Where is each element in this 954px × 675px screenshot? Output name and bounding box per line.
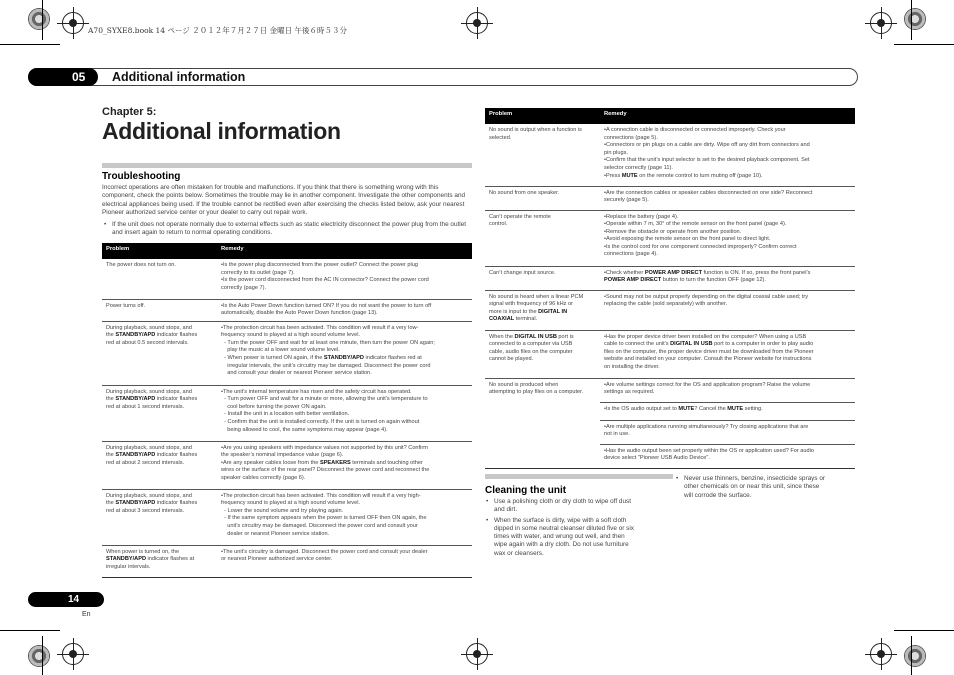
table-row: [102, 321, 472, 385]
chapter-label: Chapter 5:: [102, 106, 157, 118]
text-line: When power is turned on, the: [106, 548, 180, 555]
text-line: device select "Pioneer USB Audio Device".: [604, 455, 710, 462]
text-line: POWER AMP DIRECT button to turn the function OFF (page 12).: [604, 277, 766, 284]
text-line: No sound is produced when: [489, 381, 559, 388]
text-line: •The unit’s internal temperature has risen and the safety circuit has operated.: [221, 388, 412, 395]
section-rule: [102, 163, 472, 168]
text-line: •Sound may not be output properly depending on the digital coaxial cable used; try: [604, 293, 809, 300]
header-section-title: Additional information: [112, 70, 246, 84]
text-line: red at about 1 second intervals.: [106, 403, 185, 410]
text-line: wax or cleansers.: [494, 549, 544, 557]
remedy-cell: [600, 420, 855, 444]
text-line: replacing the cable (sold separately) with another.: [604, 301, 728, 308]
text-line: •Has the audio output been set properly within the OS or application used? For audio: [604, 447, 814, 454]
text-line: correctly to its outlet (page 7).: [221, 269, 295, 276]
remedy-cell: [600, 124, 855, 186]
table-row: [102, 545, 472, 577]
table-row: [102, 441, 472, 489]
text-line: •The protection circuit has been activated. This condition will result if a very low-: [221, 324, 419, 331]
text-line: connections (page 5).: [604, 134, 658, 141]
cleaning-list-right: [676, 475, 859, 502]
problem-cell: [485, 420, 600, 444]
remedy-cell: [217, 545, 472, 577]
text-line: - Install the unit in a location with better ventilation.: [221, 411, 350, 418]
table-row: [485, 420, 855, 444]
page-number: 14: [28, 592, 104, 607]
text-line: or nearest Pioneer authorized service center.: [221, 556, 333, 563]
registration-disc-top-right: [904, 8, 926, 30]
text-line: securely (page 5).: [604, 197, 649, 204]
table-header-remedy: Remedy: [600, 108, 855, 124]
text-line: cannot be played.: [489, 356, 534, 363]
list-item: [486, 516, 674, 558]
text-line: speaker cables correctly (page 6).: [221, 475, 306, 482]
text-line: and consult your dealer or nearest Pioneer service station.: [221, 370, 372, 377]
remedy-cell: [600, 290, 855, 330]
text-line: - Turn the power OFF and wait for at least one minute, then turn the power ON again;: [221, 339, 435, 346]
problem-cell: [485, 402, 600, 420]
remedy-cell: [217, 441, 472, 489]
table-row: [485, 402, 855, 420]
text-line: pin plugs.: [604, 149, 628, 156]
crop-line: [42, 0, 43, 40]
text-line: more is input to the DIGITAL IN: [489, 308, 568, 315]
text-line: •Check whether POWER AMP DIRECT function is ON. If so, press the front panel’s: [604, 269, 811, 276]
problem-cell: [102, 385, 217, 441]
problem-cell: [485, 266, 600, 290]
text-line: The power does not turn on.: [106, 262, 176, 268]
text-line: frequency sound is played at a high sound volume level.: [221, 332, 360, 339]
text-line: irregular intervals, the unit’s circuitry may be damaged. Disconnect the power cord: [221, 362, 431, 369]
crosshair-mark-top-center: [466, 12, 488, 34]
list-item: [676, 475, 859, 500]
text-line: •Operate within 7 m, 30° of the remote sensor on the front panel (page 4).: [604, 221, 787, 228]
crosshair-mark-top-left: [62, 12, 84, 34]
text-line: files on the computer, the proper device driver must be downloaded from the Pioneer: [604, 348, 814, 355]
text-line: •Is the OS audio output set to MUTE? Cancel the MUTE setting.: [604, 405, 763, 412]
table-row: [485, 444, 855, 468]
text-line: Power turns off.: [106, 302, 146, 309]
text-line: •Are any speaker cables loose from the SPEAKERS terminals and touching other: [221, 459, 423, 466]
text-line: dealer or nearest Pioneer service station.: [221, 530, 330, 537]
text-line: Can’t operate the remote: [489, 213, 551, 220]
table-row: [485, 290, 855, 330]
text-line: - If the same symptom appears when the power is turned OFF then ON again, the: [221, 515, 427, 522]
text-line: the STANDBY/APD indicator flashes: [106, 452, 198, 459]
problem-cell: [485, 124, 600, 186]
troubleshooting-intro: Incorrect operations are often mistaken for trouble and malfunctions. If you think that there is something wrong with this component, check the points below. Sometimes the trouble may lie in another component. Investigate the other components and electrical appliances being used. If the trouble cannot be rectified even after exercising the checks listed below, ask your nearest Pioneer authorized service center or your dealer to carry out repair work.: [102, 184, 466, 216]
text-line: times with water, and wrung out well, and then: [494, 533, 625, 541]
remedy-cell: [600, 266, 855, 290]
troubleshooting-table-continued: [485, 108, 855, 469]
text-line: •Replace the battery (page 4).: [604, 213, 679, 220]
text-line: •Avoid exposing the remote sensor on the front panel to direct light.: [604, 236, 771, 243]
text-line: attempting to play files on a computer.: [489, 389, 584, 396]
crosshair-mark-bottom-left: [62, 643, 84, 665]
text-line: wires or the surface of the rear panel? Disconnect the power cord and reconnect the: [221, 467, 430, 474]
text-line: When the surface is dirty, wipe with a soft cloth: [494, 516, 627, 524]
text-line: frequency sound is played at a high sound volume level.: [221, 500, 360, 507]
text-line: •Is the Auto Power Down function turned ON? If you do not want the power to turn off: [221, 302, 432, 309]
table-row: [102, 489, 472, 545]
table-row: [102, 299, 472, 321]
list-item: [486, 498, 674, 515]
text-line: signal with frequency of 96 kHz or: [489, 301, 573, 308]
text-line: •Are the connection cables or speaker cables disconnected on one side? Reconnect: [604, 189, 813, 196]
text-line: No sound from one speaker.: [489, 189, 560, 196]
table-row: [485, 124, 855, 186]
text-line: •Has the proper device driver been installed on the computer? When using a USB: [604, 333, 807, 340]
text-line: not in use.: [604, 431, 630, 438]
remedy-cell: [600, 402, 855, 420]
text-line: - Turn power OFF and wait for a minute or more, allowing the unit’s temperature to: [221, 396, 428, 403]
problem-cell: [485, 186, 600, 210]
crop-line: [0, 44, 60, 45]
text-line: Use a polishing cloth or dry cloth to wipe off dust: [494, 498, 631, 505]
text-line: control.: [489, 221, 508, 228]
bullet-icon: •: [676, 475, 679, 482]
text-line: •The unit’s circuitry is damaged. Disconnect the power cord and consult your dealer: [221, 548, 428, 555]
text-line: During playback, sound stops, and: [106, 388, 192, 395]
text-line: During playback, sound stops, and: [106, 324, 192, 331]
problem-cell: [102, 489, 217, 545]
page-title: Additional information: [102, 118, 341, 144]
problem-cell: [102, 299, 217, 321]
crosshair-mark-bottom-center: [466, 643, 488, 665]
problem-cell: [102, 545, 217, 577]
crop-line: [911, 0, 912, 40]
crosshair-mark-top-right: [870, 12, 892, 34]
text-line: •The protection circuit has been activated. This condition will result if a very high-: [221, 492, 421, 499]
text-line: STANDBY/APD indicator flashes at: [106, 556, 195, 563]
remedy-cell: [600, 186, 855, 210]
table-row: [485, 378, 855, 402]
text-line: connected to a computer via USB: [489, 341, 573, 348]
text-line: •Press MUTE on the remote control to turn muting off (page 10).: [604, 172, 763, 179]
text-line: When the DIGITAL IN USB port is: [489, 333, 574, 340]
remedy-cell: [600, 210, 855, 266]
text-line: •Are you using speakers with impedance values not supported by this unit? Confirm: [221, 444, 428, 451]
remedy-cell: [600, 330, 855, 378]
troubleshooting-heading: Troubleshooting: [102, 171, 181, 182]
text-line: - Confirm that the unit is installed correctly. If the unit is turned on again without: [221, 419, 420, 426]
bullet-icon: •: [486, 516, 489, 524]
table-row: [485, 186, 855, 210]
table-header-problem: Problem: [102, 243, 217, 259]
text-line: on installing the driver.: [604, 363, 660, 370]
text-line: •Is the power cord disconnected from the AC IN connector? Connect the power cord: [221, 277, 429, 284]
troubleshooting-table: [102, 243, 472, 578]
text-line: connections (page 4).: [604, 251, 658, 258]
problem-cell: [485, 210, 600, 266]
text-line: the STANDBY/APD indicator flashes: [106, 332, 198, 339]
text-line: unit’s circuitry may be damaged. Disconnect the power cord and consult your: [221, 523, 418, 530]
problem-cell: [485, 378, 600, 402]
remedy-cell: [600, 378, 855, 402]
text-line: automatically, disable the Auto Power Down function (page 13).: [221, 310, 378, 317]
table-row: [485, 210, 855, 266]
problem-cell: [485, 444, 600, 468]
text-line: red at about 3 second intervals.: [106, 507, 185, 514]
table-row: [102, 385, 472, 441]
problem-cell: [102, 321, 217, 385]
text-line: selected.: [489, 134, 512, 141]
remedy-cell: [217, 259, 472, 299]
text-line: play the music at a lower sound volume level.: [221, 347, 340, 354]
text-line: settings as required.: [604, 389, 655, 396]
text-line: During playback, sound stops, and: [106, 492, 192, 499]
problem-cell: [102, 259, 217, 299]
text-line: cool before turning the power ON again.: [221, 403, 327, 410]
table-header-remedy: Remedy: [217, 243, 472, 259]
text-line: •Remove the obstacle or operate from another position.: [604, 228, 742, 235]
bullet-icon: •: [486, 498, 489, 505]
registration-disc-bottom-right: [904, 645, 926, 667]
text-line: •A connection cable is disconnected or connected improperly. Check your: [604, 127, 786, 133]
text-line: During playback, sound stops, and: [106, 444, 192, 451]
note-text: If the unit does not operate normally due to external effects such as static electricity disconnect the power plug from the outlet and insert again to return to normal operating conditions.: [112, 221, 467, 237]
registration-disc-bottom-left: [28, 645, 50, 667]
text-line: the speaker’s nominal impedance value (page 6).: [221, 452, 344, 459]
cleaning-heading: Cleaning the unit: [485, 485, 567, 496]
text-line: •Is the power plug disconnected from the power outlet? Connect the power plug: [221, 262, 418, 268]
table-row: [102, 259, 472, 299]
text-line: •Is the control cord for one component connected improperly? Confirm correct: [604, 243, 797, 250]
text-line: correctly (page 7).: [221, 284, 267, 291]
text-line: •Are volume settings correct for the OS and application program? Raise the volume: [604, 381, 811, 388]
chapter-number-badge: 05: [28, 68, 98, 86]
text-line: •Connectors or pin plugs on a cable are dirty. Wipe off any dirt from connectors and: [604, 142, 810, 149]
text-line: other chemicals on or near this unit, since these: [684, 483, 820, 491]
registration-disc-top-left: [28, 8, 50, 30]
language-label: En: [82, 611, 91, 618]
text-line: cable, audio files on the computer: [489, 348, 573, 355]
text-line: COAXIAL terminal.: [489, 316, 538, 323]
problem-cell: [102, 441, 217, 489]
print-header: A70_SYXE8.book 14 ページ ２０１２年７月２７日 金曜日 午後６時５３分: [88, 26, 347, 35]
text-line: the STANDBY/APD indicator flashes: [106, 396, 198, 403]
problem-cell: [485, 290, 600, 330]
text-line: and dirt.: [494, 506, 518, 514]
text-line: No sound is output when a function is: [489, 127, 582, 133]
section-rule: [485, 474, 673, 479]
remedy-cell: [217, 489, 472, 545]
cleaning-list-left: [486, 498, 674, 560]
crop-line: [42, 636, 43, 675]
text-line: being allowed to cool, the same symptoms may appear (page 4).: [221, 426, 388, 433]
text-line: red at about 0.5 second intervals.: [106, 339, 189, 346]
text-line: selector correctly (page 11).: [604, 164, 673, 171]
remedy-cell: [217, 385, 472, 441]
crop-line: [0, 630, 60, 631]
text-line: Never use thinners, benzine, insecticide sprays or: [684, 475, 826, 482]
text-line: No sound is heard when a linear PCM: [489, 293, 584, 300]
text-line: website and installed on your computer. Consult the Pioneer website for instructions: [604, 356, 812, 363]
table-row: [485, 330, 855, 378]
text-line: Can’t change input source.: [489, 269, 556, 276]
text-line: cable to connect the unit’s DIGITAL IN USB port to a computer in order to play audio: [604, 341, 814, 348]
crop-line: [894, 44, 954, 45]
text-line: - When power is turned ON again, if the STANDBY/APD indicator flashes red at: [221, 355, 422, 362]
troubleshooting-note: [104, 221, 468, 238]
remedy-cell: [217, 321, 472, 385]
text-line: •Are multiple applications running simultaneously? Try closing applications that are: [604, 423, 809, 430]
table-header-problem: Problem: [485, 108, 600, 124]
problem-cell: [485, 330, 600, 378]
remedy-cell: [600, 444, 855, 468]
bullet-icon: •: [104, 221, 107, 228]
text-line: will corrode the surface.: [684, 491, 752, 499]
text-line: - Lower the sound volume and try playing again.: [221, 507, 344, 514]
crosshair-mark-bottom-right: [870, 643, 892, 665]
table-row: [485, 266, 855, 290]
text-line: dipped in some neutral cleanser diluted five or six: [494, 524, 634, 532]
crop-line: [894, 630, 954, 631]
text-line: the STANDBY/APD indicator flashes: [106, 500, 198, 507]
text-line: wipe again with a dry cloth. Do not use furniture: [494, 541, 629, 549]
text-line: •Confirm that the unit’s input selector is set to the desired playback component. Set: [604, 157, 810, 164]
crop-line: [911, 636, 912, 675]
text-line: red at about 2 second intervals.: [106, 459, 185, 466]
text-line: irregular intervals.: [106, 563, 151, 570]
remedy-cell: [217, 299, 472, 321]
